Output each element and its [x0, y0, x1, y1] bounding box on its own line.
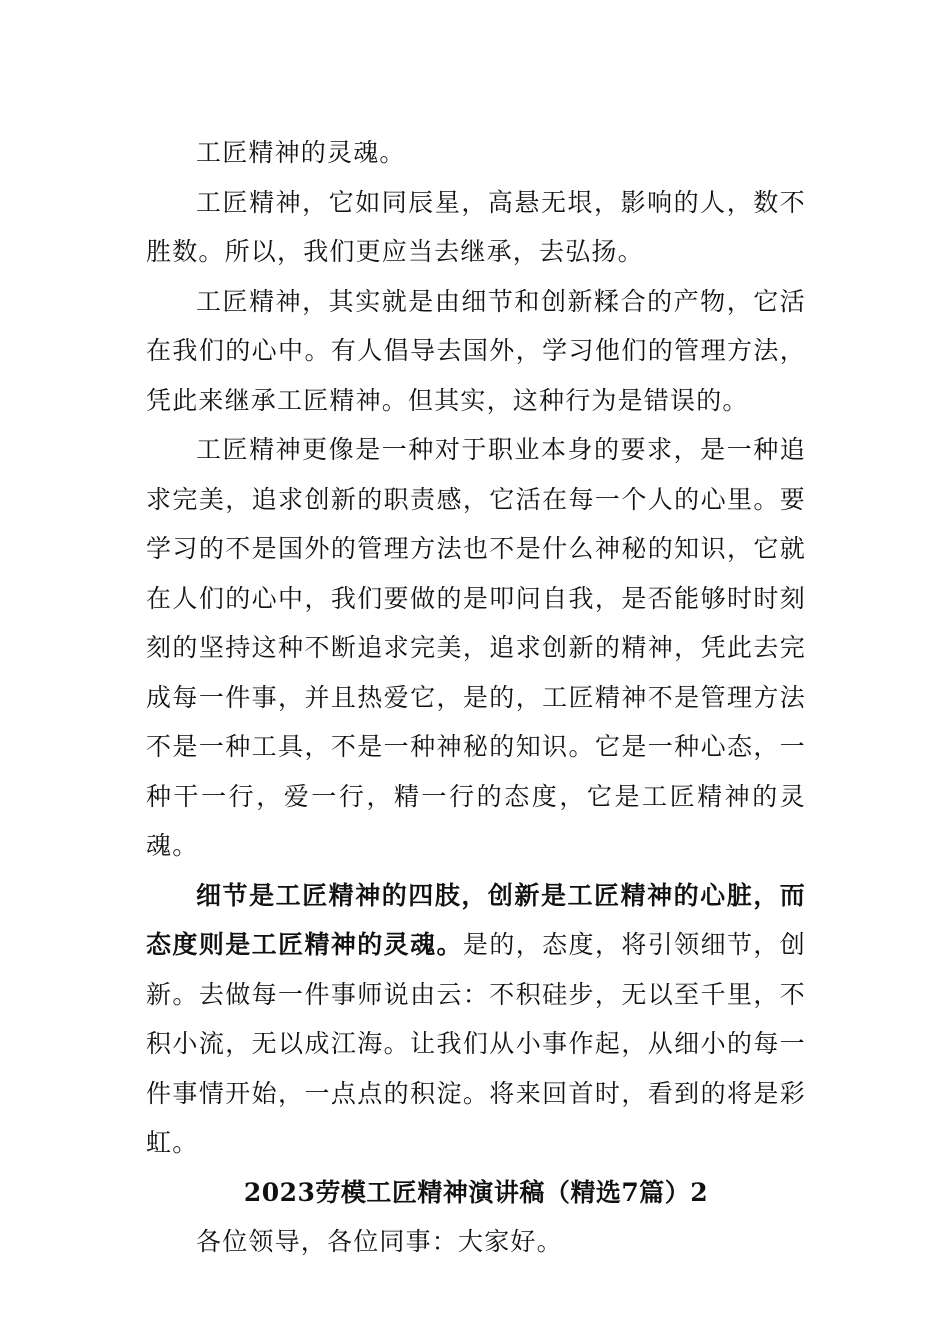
- paragraph-2: 工匠精神，它如同辰星，高悬无垠，影响的人，数不胜数。所以，我们更应当去继承，去弘扬。: [146, 187, 806, 266]
- paragraph-1: 工匠精神的灵魂。: [196, 138, 406, 167]
- paragraph-5: [146, 871, 806, 1168]
- paragraph-4: 工匠精神更像是一种对于职业本身的要求，是一种追求完美，追求创新的职责感，它活在每一个人的心里。要学习的不是国外的管理方法也不是什么神秘的知识，它就在人们的心中，我们要做的是叩问自我，是否能够时时刻刻的坚持这种不断追求完美，追求创新的精神，凭此去完成每一件事，并且热爱它，是的，工匠精神不是管理方法不是一种工具，不是一种神秘的知识。它是一种心态，一种干一行，爱一行，精一行的态度，它是工匠精神的灵魂。: [146, 435, 806, 860]
- paragraph-5-body: 是的，态度，将引领细节，创新。去做每一件事师说由云：不积硅步，无以至千里，不积小流，无以成江海。让我们从小事作起，从细小的每一件事情开始，一点点的积淀。将来回首时，看到的将是彩虹。: [146, 930, 806, 1157]
- paragraph-3: 工匠精神，其实就是由细节和创新糅合的产物，它活在我们的心中。有人倡导去国外，学习他们的管理方法，凭此来继承工匠精神。但其实，这种行为是错误的。: [146, 286, 806, 415]
- document-page: [146, 128, 806, 1267]
- section-heading: 2023劳模工匠精神演讲稿（精选7篇）2: [243, 1177, 709, 1207]
- greeting-paragraph: 各位领导，各位同事：大家好。: [196, 1227, 563, 1256]
- paragraph-5-bold-lead: 细节是工匠精神的四肢，创新是工匠精神的心脏，而态度则是工匠精神的灵魂。: [146, 880, 806, 959]
